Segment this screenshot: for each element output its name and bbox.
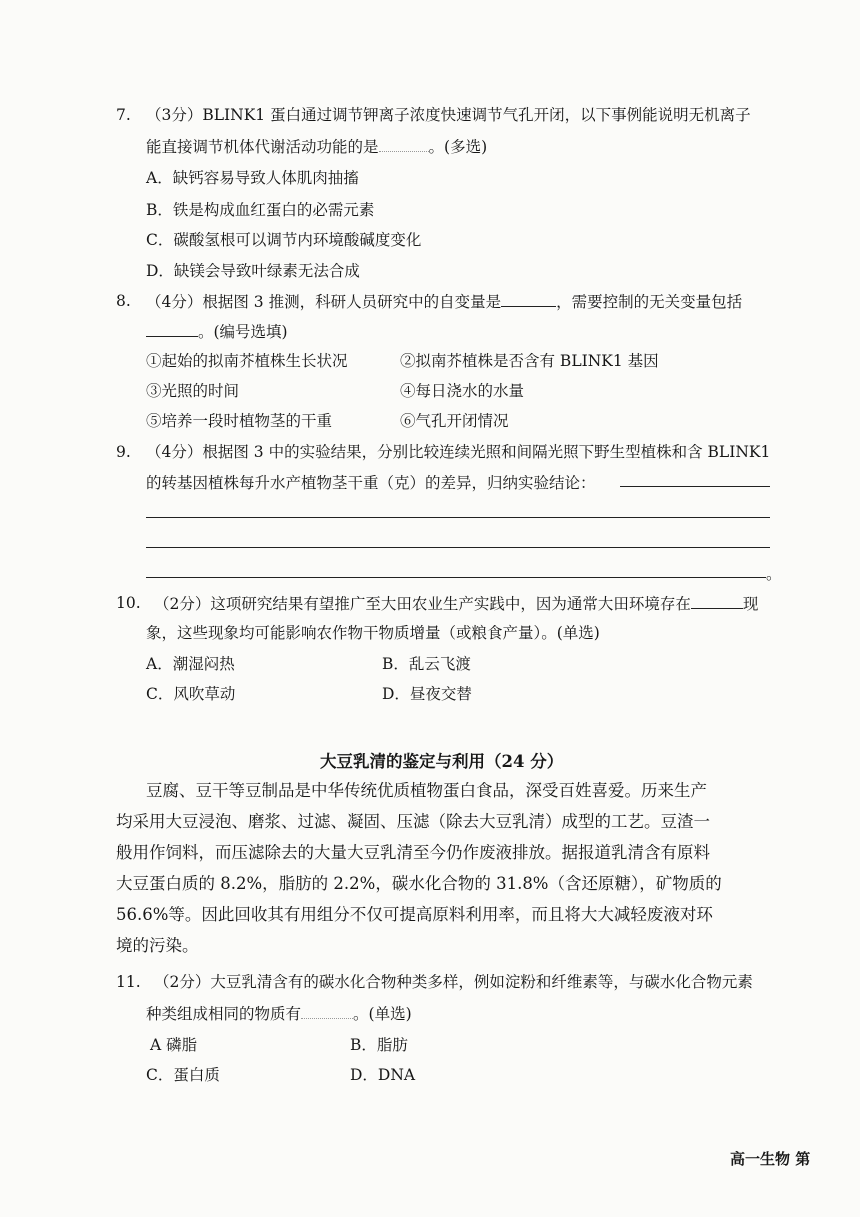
section-title: 大豆乳清的鉴定与利用（24 分） bbox=[320, 752, 564, 771]
q10-answer-blank[interactable] bbox=[691, 592, 743, 609]
q10-stem-line2: 象，这些现象均可能影响农作物干物质增量（或粮食产量）。(单选) bbox=[146, 624, 600, 642]
q8-item-4: ④每日浇水的水量 bbox=[400, 382, 525, 400]
q8-item-3: ③光照的时间 bbox=[146, 382, 240, 400]
section-para-line-6: 境的污染。 bbox=[116, 936, 199, 955]
q10-option-b: B．乱云飞渡 bbox=[382, 655, 471, 673]
q11-option-c: C．蛋白质 bbox=[146, 1066, 220, 1084]
q8-stem-line2: 。(编号选填) bbox=[146, 320, 288, 343]
q9-answer-line-2[interactable] bbox=[146, 517, 770, 518]
q9-answer-line-1[interactable] bbox=[620, 486, 770, 487]
q11-number: 11. bbox=[116, 973, 141, 991]
section-para-line-2: 均采用大豆浸泡、磨浆、过滤、凝固、压滤（除去大豆乳清）成型的工艺。豆渣一 bbox=[116, 812, 710, 831]
q11-option-d: D．DNA bbox=[350, 1066, 416, 1084]
section-para-line-3: 般用作饲料，而压滤除去的大量大豆乳清至今仍作废液排放。据报道乳清含有原料 bbox=[116, 843, 710, 862]
section-para-line-5: 56.6%等。因此回收其有用组分不仅可提高原料利用率，而且将大大减轻废液对环 bbox=[116, 905, 713, 924]
q9-stem-line2: 的转基因植株每升水产植物茎干重（克）的差异，归纳实验结论： bbox=[146, 474, 596, 492]
q7-option-b: B．铁是构成血红蛋白的必需元素 bbox=[146, 201, 375, 219]
q7-number: 7. bbox=[116, 106, 131, 124]
q8-controls-blank[interactable] bbox=[146, 320, 198, 337]
q7-stem-line2: 能直接调节机体代谢活动功能的是 。(多选) bbox=[146, 135, 487, 158]
q7-option-a: A．缺钙容易导致人体肌肉抽搐 bbox=[146, 169, 359, 187]
q10-stem-line1: （2分）这项研究结果有望推广至大田农业生产实践中，因为通常大田环境存在 现 bbox=[154, 592, 758, 615]
q8-number: 8. bbox=[116, 292, 131, 310]
section-para-line-4: 大豆蛋白质的 8.2%，脂肪的 2.2%，碳水化合物的 31.8%（含还原糖），矿物质的 bbox=[116, 874, 722, 893]
q7-option-d: D．缺镁会导致叶绿素无法合成 bbox=[146, 262, 360, 280]
q8-item-6: ⑥气孔开闭情况 bbox=[400, 412, 509, 430]
q7-answer-blank[interactable] bbox=[379, 135, 429, 152]
q10-option-a: A．潮湿闷热 bbox=[146, 655, 235, 673]
section-para-line-1: 豆腐、豆干等豆制品是中华传统优质植物蛋白食品，深受百姓喜爱。历来生产 bbox=[146, 781, 707, 800]
q8-item-2: ②拟南芥植株是否含有 BLINK1 基因 bbox=[400, 352, 659, 370]
q11-answer-blank[interactable] bbox=[301, 1002, 353, 1019]
q9-number: 9. bbox=[116, 443, 131, 461]
q9-answer-line-4[interactable] bbox=[146, 577, 766, 578]
q8-item-5: ⑤培养一段时植物茎的干重 bbox=[146, 412, 333, 430]
q10-option-d: D．昼夜交替 bbox=[382, 685, 472, 703]
q11-option-a: A 磷脂 bbox=[150, 1036, 198, 1054]
q8-stem-line1: （4分）根据图 3 推测，科研人员研究中的自变量是 ，需要控制的无关变量包括 bbox=[146, 290, 742, 313]
q10-option-c: C．风吹草动 bbox=[146, 685, 236, 703]
q7-option-c: C．碳酸氢根可以调节内环境酸碱度变化 bbox=[146, 231, 422, 249]
q9-stem-line1: （4分）根据图 3 中的实验结果，分别比较连续光照和间隔光照下野生型植株和含 BLINK1 bbox=[146, 443, 771, 461]
q9-end-mark: 。 bbox=[766, 565, 782, 583]
q11-option-b: B．脂肪 bbox=[350, 1036, 408, 1054]
q7-stem-line1: （3分）BLINK1 蛋白通过调节钾离子浓度快速调节气孔开闭，以下事例能说明无机离子 bbox=[146, 106, 751, 124]
page-footer: 高一生物 第 bbox=[730, 1150, 811, 1168]
q8-item-1: ①起始的拟南芥植株生长状况 bbox=[146, 352, 348, 370]
q10-number: 10. bbox=[116, 594, 141, 612]
q9-answer-line-3[interactable] bbox=[146, 547, 770, 548]
q8-variable-blank[interactable] bbox=[501, 290, 556, 307]
q11-stem-line2: 种类组成相同的物质有 。(单选) bbox=[146, 1002, 412, 1025]
q11-stem-line1: （2分）大豆乳清含有的碳水化合物种类多样，例如淀粉和纤维素等，与碳水化合物元素 bbox=[154, 973, 753, 991]
